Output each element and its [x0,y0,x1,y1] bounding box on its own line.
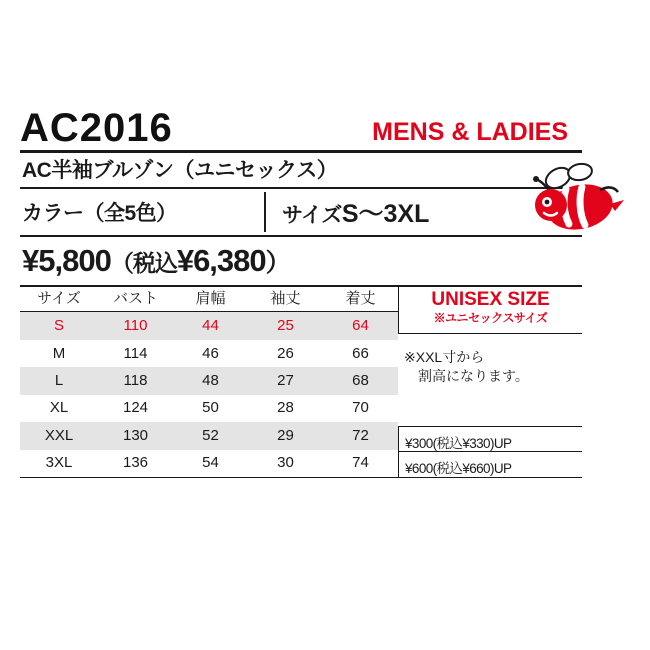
table-row [20,340,398,367]
table-row [20,422,398,449]
color-label: カラー（全5色） [20,192,266,232]
unisex-title: UNISEX SIZE [431,289,550,311]
cell-size: XXL [20,422,98,449]
cell-sleeve: 29 [248,422,323,449]
header-row [20,108,582,153]
cell-bust: 124 [122,399,149,417]
price-paren-close: ） [265,249,291,278]
unisex-subtitle: ※ユニセックスサイズ [433,311,548,326]
table-row [20,312,398,340]
cell-shoulder: 50 [202,399,219,417]
upcharge-note [398,334,582,426]
table-row [20,450,398,478]
cell-shoulder: 52 [173,422,248,449]
bee-mascot-icon [522,160,642,250]
cell-length: 74 [323,450,398,478]
th-size: サイズ [20,287,98,312]
th-bust: バスト [98,287,173,312]
cell-size: XL [49,399,69,417]
upcharge-xxl: ¥300(税込¥330)UP [398,426,582,452]
cell-size: M [52,344,66,362]
size-label: サイズ [282,204,342,228]
size-range: S〜3XL [341,200,430,229]
cell-sleeve: 30 [248,450,323,478]
cell-shoulder: 54 [173,450,248,478]
cell-shoulder: 48 [173,367,248,394]
size-table-area [20,287,582,478]
table-row [20,395,398,422]
spec-sheet [20,108,582,478]
cell-sleeve: 25 [248,312,323,340]
table-row [20,367,398,394]
th-length: 着丈 [323,287,398,312]
cell-length: 72 [323,422,398,449]
cell-shoulder: 44 [173,312,248,340]
cell-shoulder: 46 [202,344,219,362]
cell-length: 64 [323,312,398,340]
cell-bust: 130 [98,422,173,449]
price-tax-value: ¥6,380 [176,243,266,279]
unisex-size-badge [398,287,582,334]
cell-size: 3XL [20,450,98,478]
note-line-2: 割高になります。 [418,368,529,385]
th-shoulder: 肩幅 [173,287,248,312]
product-name: AC半袖ブルゾン（ユニセックス） [20,153,582,189]
color-size-row [20,189,582,237]
cell-bust: 118 [98,367,173,394]
table-header-row [20,287,398,312]
th-sleeve: 袖丈 [248,287,323,312]
cell-length: 66 [352,344,369,362]
price-main: ¥5,800 [22,243,111,279]
mens-ladies-label: MENS & LADIES [372,118,568,146]
cell-length: 68 [323,367,398,394]
note-line-1: ※XXL寸から [404,349,485,366]
cell-sleeve: 27 [248,367,323,394]
cell-sleeve: 26 [277,344,294,362]
right-panel [398,287,582,478]
cell-length: 70 [352,399,369,417]
upcharge-3xl: ¥600(税込¥660)UP [398,452,582,478]
price-row [20,237,582,287]
cell-bust: 136 [98,450,173,478]
price-tax-label: （税込 [110,250,177,277]
product-code: AC2016 [20,106,173,150]
cell-size: S [20,312,98,340]
size-table [20,287,398,478]
cell-sleeve: 28 [277,399,294,417]
cell-size: L [20,367,98,394]
cell-bust: 114 [123,344,148,362]
cell-bust: 110 [98,312,173,340]
